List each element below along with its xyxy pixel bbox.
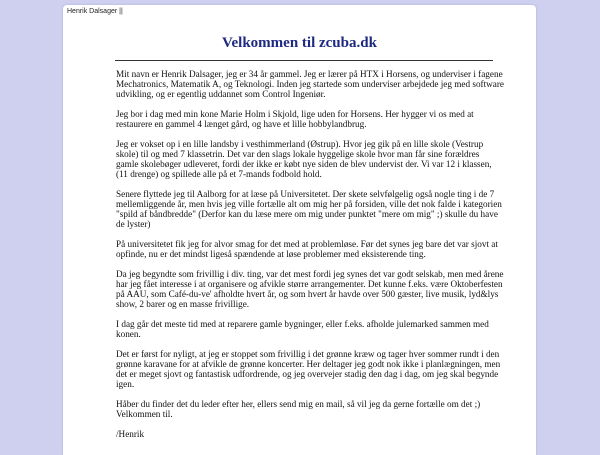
paragraph-childhood: Jeg er vokset op i en lille landsby i vesthimmerland (Østrup). Hvor jeg gik på en lille skole (Vestrup skole) til og med 7 klassetrin. Det var den slags lokale hyggelige skole hvor man får sine forældres gamle skolebøger udleveret, fordi der ikke er købt nye siden de blev undervist der. Vi var 12 i klassen, (11 drenge) og spillede alle på et 7-mands fodbold hold. <box>116 139 492 179</box>
paragraph-home: Jeg bor i dag med min kone Marie Holm i Skjold, lige uden for Horsens. Her hygger vi os med at restaurere en gammel 4 længet gård, og have et lille hobbylandbrug. <box>116 109 474 129</box>
closing-line: Velkommen til. <box>116 409 173 419</box>
paragraph-intro: Mit navn er Henrik Dalsager, jeg er 34 år gammel. Jeg er lærer på HTX i Horsens, og underviser i fagene Mechatronics, Matematik A, og Teknologi. Inden jeg startede som underviser arbejdede jeg med software udvikling, og er egentlig uddannet som Control Ingeniør. <box>116 69 505 99</box>
paragraph-volunteering: Da jeg begyndte som frivillig i div. ting, var det mest fordi jeg synes det var godt selskab, men med årene har jeg fået interesse i at organisere og afvikle større arrangementer. Det kunne f.eks. være Oktoberfesten på AAU, som Café-du-ve' afholdte hvert år, og som hvert år havde over 500 gæster, live musik, lyd&lys show, 2 barer og en masse frivillige. <box>116 269 504 309</box>
page-title: Velkommen til zcuba.dk <box>222 35 377 51</box>
paragraph-today: I dag går det meste tid med at reparere gamle bygninger, eller f.eks. afholde julemarked sammen med konen. <box>116 319 489 339</box>
page-panel <box>63 5 536 455</box>
paragraph-green-crew: Det er først for nyligt, at jeg er stoppet som frivillig i det grønne kræw og tager hver sommer rundt i den grønne karavane for at afvikle de grønne koncerter. Her deltager jeg godt nok ikke i planlægningen, men det er meget sjovt og fantastisk udfordrende, og jeg overvejer stadig den dag i dag, om jeg skal begynde igen. <box>116 349 501 389</box>
breadcrumb[interactable]: Henrik Dalsager || <box>67 8 123 15</box>
signature: /Henrik <box>116 429 145 439</box>
title-divider <box>115 60 493 61</box>
main-content <box>116 69 504 449</box>
paragraph-university: Senere flyttede jeg til Aalborg for at læse på Universitetet. Der skete selvfølgelig også nogle ting i de 7 mellemliggende år, men hvis jeg ville fortælle alt om mig her på forsiden, ville det nok falde i kategorien "spild af båndbredde" (Derfor kan du læse mere om mig under punktet "mere om mig" ;) skulle du have de lyster) <box>116 189 502 229</box>
paragraph-contact: Håber du finder det du leder efter her, ellers send mig en mail, så vil jeg da gerne fortælle om det ;) <box>116 399 481 409</box>
paragraph-problem-solving: På universitetet fik jeg for alvor smag for det med at problemløse. Før det synes jeg bare det var sjovt at opfinde, nu er det mindst ligeså spændende at løse problemer med eksisterende ting. <box>116 239 498 259</box>
